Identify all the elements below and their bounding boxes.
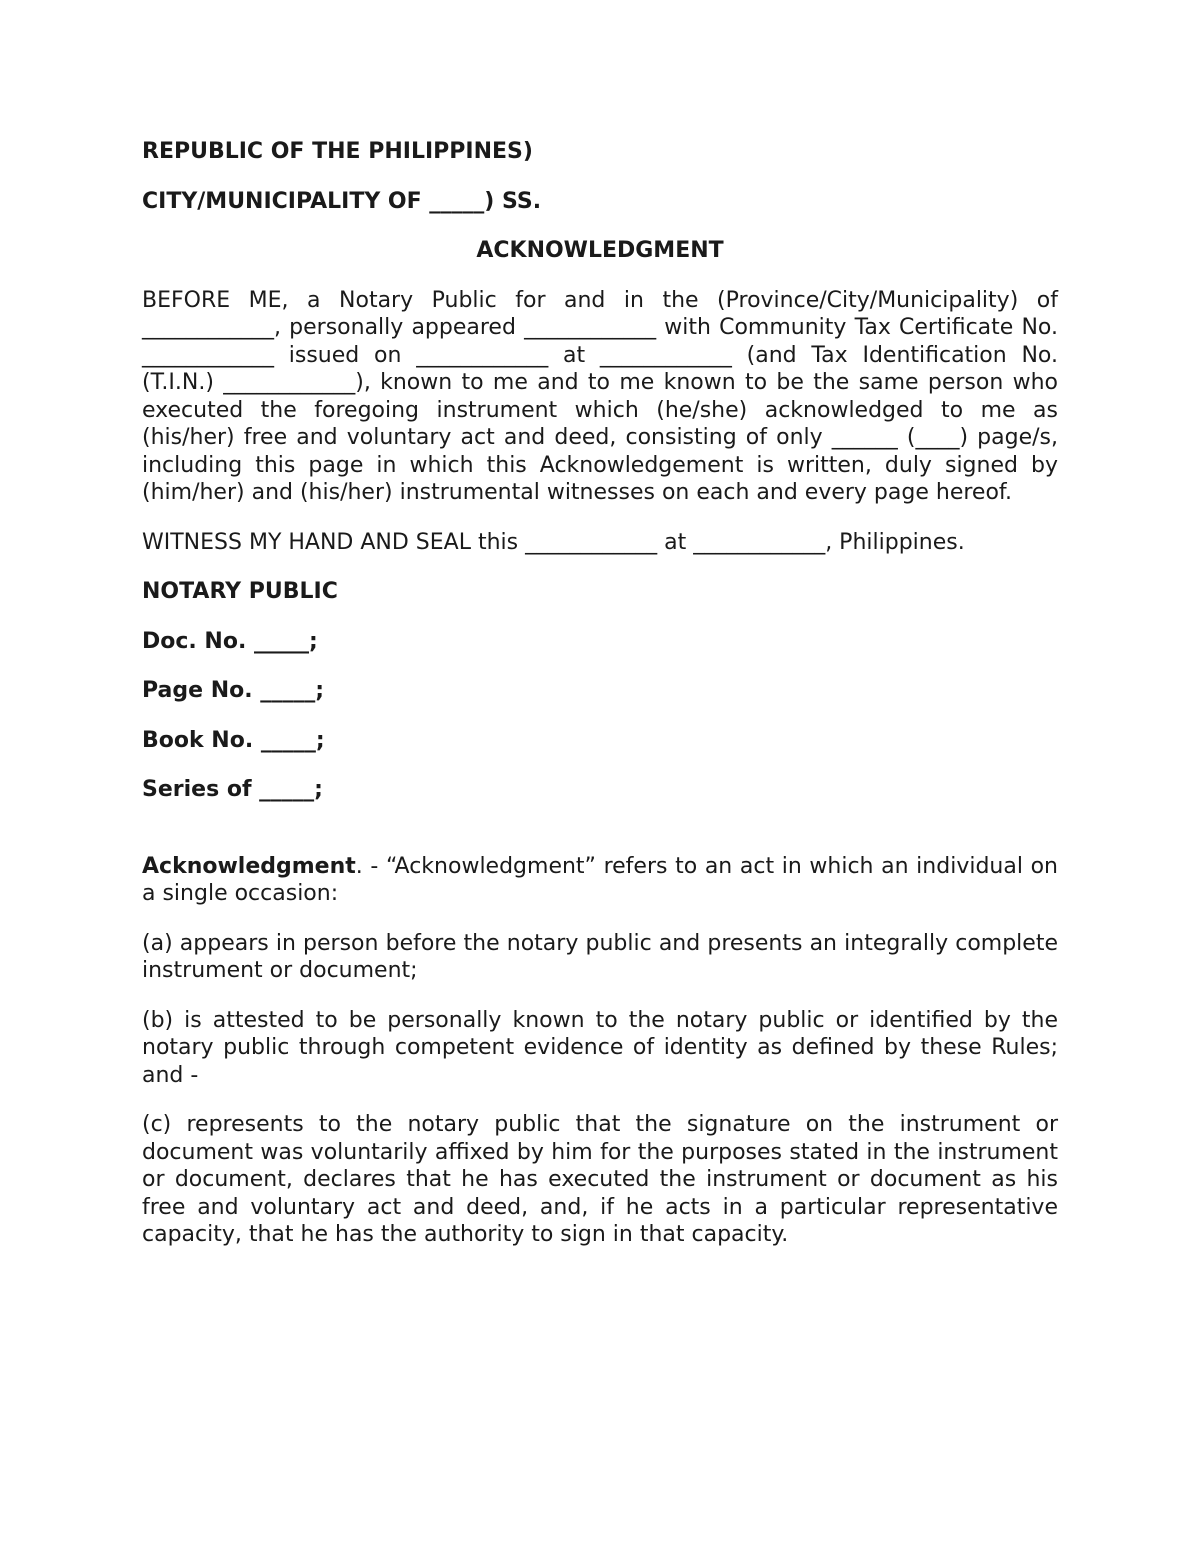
spacer xyxy=(142,826,1058,853)
definition-item-b: (b) is attested to be personally known to the notary public or identified by the notary public through competent evidence of identity as defined by these Rules; and - xyxy=(142,1007,1058,1088)
definition-term: Acknowledgment xyxy=(142,853,356,879)
book-no-line: Book No. _____; xyxy=(142,727,325,753)
document-page xyxy=(142,138,1058,1271)
acknowledgment-title: ACKNOWLEDGMENT xyxy=(476,238,724,263)
doc-no-line: Doc. No. _____; xyxy=(142,628,318,654)
definition-item-c: (c) represents to the notary public that the signature on the instrument or document was voluntarily affixed by him for the purposes stated in the instrument or document, declares that he has executed the instrument or document as his free and voluntary act and deed, and, if he acts in a particular representative capacity, that he has the authority to sign in that capacity. xyxy=(142,1112,1058,1247)
republic-heading: REPUBLIC OF THE PHILIPPINES) xyxy=(142,139,533,164)
witness-paragraph: WITNESS MY HAND AND SEAL this ____________ at ____________, Philippines. xyxy=(142,529,965,555)
before-me-paragraph: BEFORE ME, a Notary Public for and in the (Province/City/Municipality) of ____________, personally appeared ____________ with Community Tax Certificate No. ____________ issued on ____________ at ____________ (and Tax Identification No. (T.I.N.) ____________), known to me and to me known to be the same person who executed the foregoing instrument which (he/she) acknowledged to me as (his/her) free and voluntary act and deed, consisting of only ______ (____) page/s, including this page in which this Acknowledgement is written, duly signed by (him/her) and (his/her) instrumental witnesses on each and every page hereof. xyxy=(142,287,1058,505)
city-heading: CITY/MUNICIPALITY OF _____) SS. xyxy=(142,188,542,214)
notary-public-label: NOTARY PUBLIC xyxy=(142,579,338,604)
definition-intro-text: . - “Acknowledgment” refers to an act in which an individual on a single occasion: xyxy=(142,853,1058,906)
definition-item-a: (a) appears in person before the notary public and presents an integrally complete instrument or document; xyxy=(142,930,1058,983)
definition-intro-paragraph xyxy=(142,853,1058,908)
page-no-line: Page No. _____; xyxy=(142,678,325,703)
series-line: Series of _____; xyxy=(142,777,323,802)
